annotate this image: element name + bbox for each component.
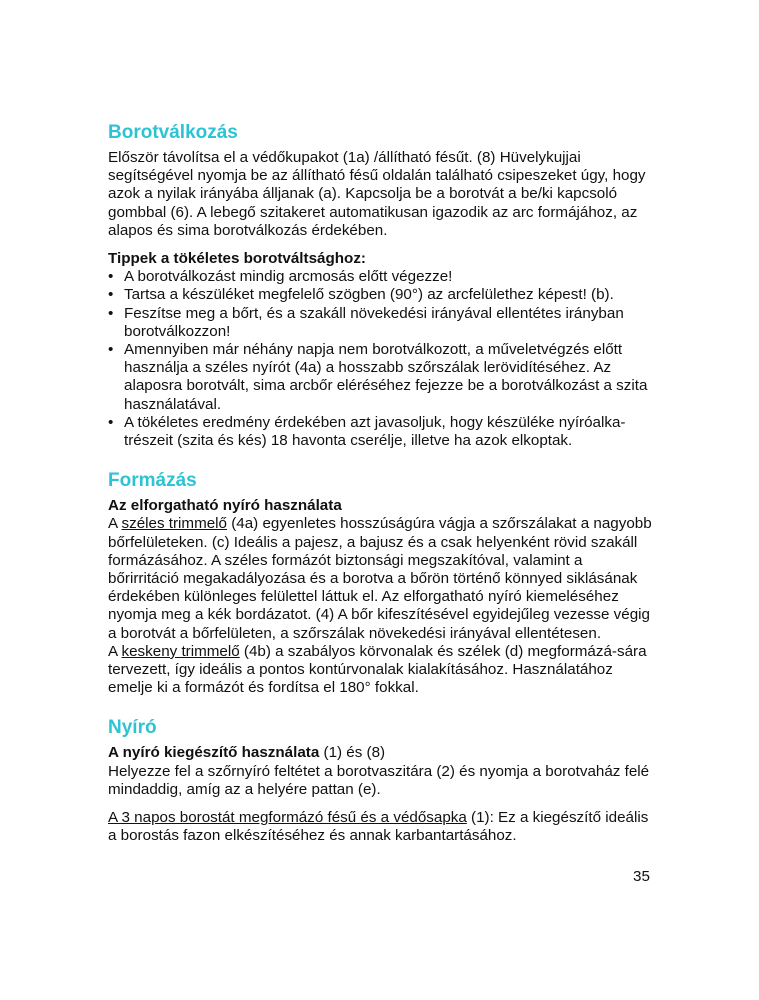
- section-title-formazas: Formázás: [108, 470, 197, 492]
- page-number: 35: [633, 868, 650, 885]
- list-item: • Amennyiben már néhány napja nem borotválkozott, a műveletvégzés előtt használja a széles nyírót (4a) a hosszabb szőrszálak lerövidítéséhez. Az alaposra borotvált, sima arcbőr eléréséhez fejezze be a borotválkozást a szita használatával.: [108, 341, 648, 413]
- intro-paragraph: Először távolítsa el a védőkupakot (1a) /állítható fésűt. (8) Hüvelykujjai segítségével nyomja be az állítható fésű oldalán található csipeszeket úgy, hogy azok a nyilak irányába álljanak (a). Kapcsolja be a borotvát a be/ki kapcsoló gombbal (6). A lebegő szitakeret automatikusan igazodik az arc formájához, az alapos és sima borotválkozás érdekében.: [108, 149, 646, 239]
- tips-heading: Tippek a tökéletes borotváltsághoz:: [108, 250, 366, 268]
- nyiro-subheading: A nyíró kiegészítő használata: [108, 744, 320, 762]
- manual-page: [108, 121, 656, 846]
- list-item: • A tökéletes eredmény érdekében azt javasoljuk, hogy készüléke nyíróalka-trészeit (szita és kés) 18 havonta cserélje, illetve ha azok elkoptak.: [108, 413, 626, 450]
- list-item: • Feszítse meg a bőrt, és a szakáll növekedési irányával ellentétes irányban borotválkozzon!: [108, 304, 624, 340]
- nyiro-paragraph-1: Helyezze fel a szőrnyíró feltétet a borotvaszitára (2) és nyomja a borotvaház felé mindaddig, amíg az a helyére pattan (e).: [108, 762, 650, 798]
- bullet-icon: •: [108, 341, 114, 359]
- nyiro-subheading-line: A nyíró kiegészítő használata (1) és (8): [108, 744, 386, 762]
- narrow-trimmer-term: keskeny trimmelő: [121, 642, 240, 660]
- section-borotvalkozas: [108, 121, 656, 450]
- bullet-icon: •: [108, 268, 114, 286]
- bullet-icon: •: [108, 413, 114, 431]
- bullet-icon: •: [108, 304, 114, 322]
- section-formazas: [108, 469, 656, 697]
- comb-cap-term: A 3 napos borostát megformázó fésű és a védősapka: [108, 809, 467, 827]
- formazas-paragraph-1: A széles trimmelő (4a) egyenletes hosszúságúra vágja a szőrszálakat a nagyobb bőrfelületeken. (c) Ideális a pajesz, a bajusz és a csak helyenként rövid szakáll formázásához. A széles formázót biztonsági megszakítóval, valamint a bőrirritáció megakadályozása és a borotva a bőrön történő könnyed siklásának érdekében különleges felülettel láttuk el. Az elforgatható nyíró kiemeléséhez nyomja meg a kék bordázatot. (4) A bőr kifeszítésével egyidejűleg vezesse végig a borotvát a bőrfelületen, a szőrszálak növekedési irányával ellentétesen.: [108, 515, 652, 642]
- section-title-borotvalkozas: Borotválkozás: [108, 122, 238, 143]
- formazas-paragraph-2: A keskeny trimmelő (4b) a szabályos körvonalak és szélek (d) megformázá-sára tervezett, így ideális a pontos kontúrvonalak kialakításához. Használatához emelje ki a formázót és fordítsa el 180° fokkal.: [108, 642, 647, 697]
- tips-list: [108, 268, 656, 450]
- formazas-subheading: Az elforgatható nyíró használata: [108, 497, 342, 515]
- wide-trimmer-term: széles trimmelő: [121, 515, 228, 533]
- nyiro-paragraph-2: A 3 napos borostát megformázó fésű és a védősapka (1): Ez a kiegészítő ideális a borostás fazon elkészítéséhez és annak karbantartásához.: [108, 809, 649, 845]
- bullet-icon: •: [108, 286, 114, 304]
- section-title-nyiro: Nyíró: [108, 717, 157, 739]
- list-item: • Tartsa a készüléket megfelelő szögben (90°) az arcfelülethez képest! (b).: [108, 286, 614, 304]
- section-nyiro: [108, 716, 656, 845]
- list-item: • A borotválkozást mindig arcmosás előtt végezze!: [108, 268, 453, 286]
